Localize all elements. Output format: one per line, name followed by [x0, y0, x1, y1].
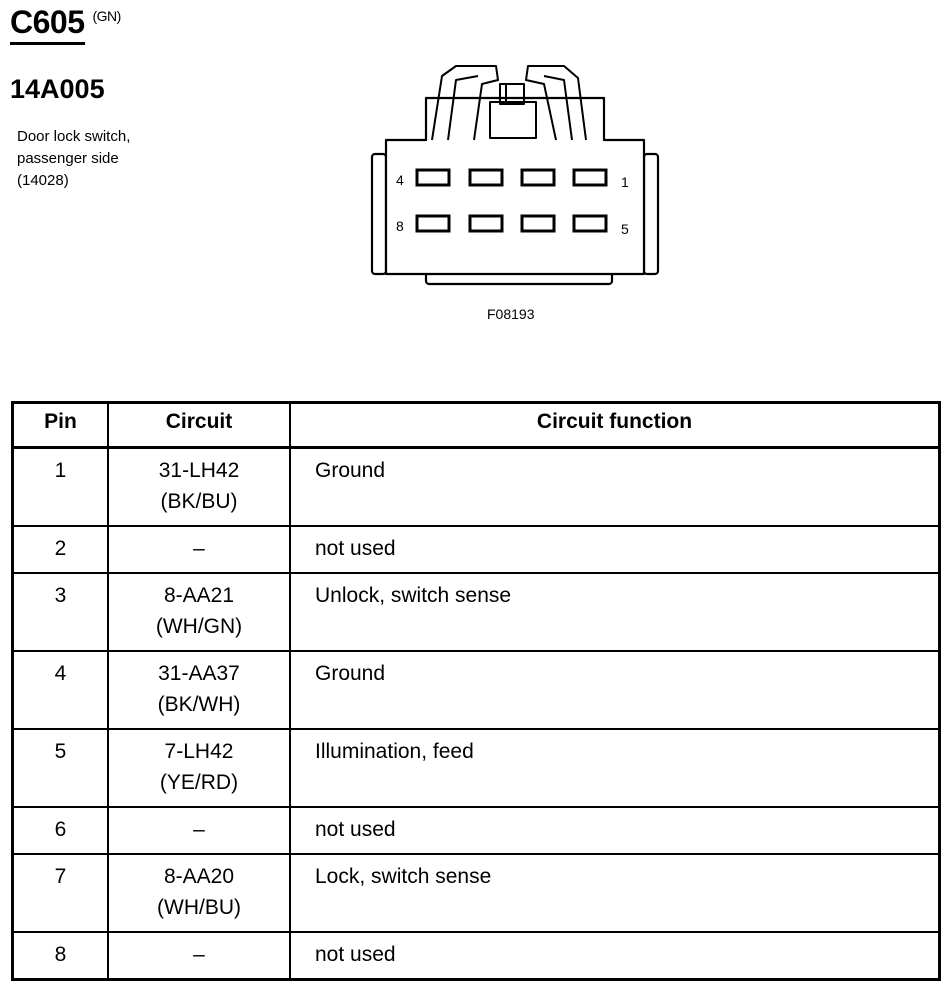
- circuit-id: 7-LH42: [164, 740, 234, 763]
- table-row: [13, 807, 940, 854]
- table-row: [13, 448, 940, 527]
- circuit-cell: [108, 448, 290, 527]
- pin-slot: [522, 216, 554, 231]
- header-circuit: Circuit: [108, 403, 290, 448]
- table-header-row: [13, 403, 940, 448]
- circuit-cell: [108, 573, 290, 651]
- connector-id: [10, 4, 121, 41]
- pin-cell: 4: [13, 651, 109, 729]
- circuit-cell: [108, 651, 290, 729]
- header-pin: Pin: [13, 403, 109, 448]
- pin-label-bottom-left: 8: [396, 218, 404, 234]
- wire-color: (WH/GN): [155, 615, 243, 638]
- function-cell: Lock, switch sense: [290, 854, 940, 932]
- pin-slot: [417, 170, 449, 185]
- function-cell: Ground: [290, 651, 940, 729]
- table-row: [13, 854, 940, 932]
- circuit-id: 31-AA37: [158, 662, 240, 685]
- component-desc-line: passenger side: [17, 150, 119, 167]
- pin-slot: [470, 170, 502, 185]
- pin-cell: 3: [13, 573, 109, 651]
- table-row: [13, 729, 940, 807]
- connector-code: C605: [10, 4, 85, 45]
- function-cell: Ground: [290, 448, 940, 527]
- connector-left-ear: [372, 154, 386, 274]
- component-desc-line: (14028): [17, 172, 69, 189]
- table-row: [13, 526, 940, 573]
- function-cell: Unlock, switch sense: [290, 573, 940, 651]
- pin-label-bottom-right: 5: [621, 221, 629, 237]
- circuit-cell: [108, 807, 290, 854]
- circuit-cell: [108, 932, 290, 980]
- pin-slot: [417, 216, 449, 231]
- pin-cell: 1: [13, 448, 109, 527]
- pin-cell: 6: [13, 807, 109, 854]
- wire-color: (WH/BU): [157, 896, 241, 919]
- table-row: [13, 573, 940, 651]
- pin-slot: [574, 216, 606, 231]
- pin-label-top-right: 1: [621, 174, 629, 190]
- connector-color-tag: (GN): [92, 8, 121, 24]
- function-cell: not used: [290, 932, 940, 980]
- wire-color: (BK/BU): [160, 490, 238, 513]
- function-cell: not used: [290, 526, 940, 573]
- header-circuit-function: Circuit function: [290, 403, 940, 448]
- pin-table: [11, 401, 941, 981]
- circuit-id: –: [193, 943, 205, 966]
- component-description: [17, 126, 130, 192]
- wire-color: (YE/RD): [159, 771, 239, 794]
- pin-cell: 2: [13, 526, 109, 573]
- pin-slot: [574, 170, 606, 185]
- function-cell: Illumination, feed: [290, 729, 940, 807]
- circuit-id: 31-LH42: [158, 459, 240, 482]
- connector-face-diagram: [360, 56, 680, 296]
- function-cell: not used: [290, 807, 940, 854]
- part-number: 14A005: [10, 74, 105, 104]
- table-row: [13, 932, 940, 980]
- circuit-id: –: [193, 537, 205, 560]
- circuit-id: 8-AA20: [163, 865, 235, 888]
- connector-right-ear: [644, 154, 658, 274]
- circuit-cell: [108, 526, 290, 573]
- wire-color: (BK/WH): [157, 693, 241, 716]
- table-row: [13, 651, 940, 729]
- circuit-cell: [108, 729, 290, 807]
- pin-slot: [470, 216, 502, 231]
- pin-label-top-left: 4: [396, 172, 404, 188]
- circuit-id: 8-AA21: [163, 584, 235, 607]
- circuit-cell: [108, 854, 290, 932]
- pin-slot: [522, 170, 554, 185]
- pin-cell: 5: [13, 729, 109, 807]
- circuit-id: –: [193, 818, 205, 841]
- figure-code: F08193: [487, 306, 535, 322]
- pin-cell: 8: [13, 932, 109, 980]
- component-desc-line: Door lock switch,: [17, 128, 131, 145]
- pin-cell: 7: [13, 854, 109, 932]
